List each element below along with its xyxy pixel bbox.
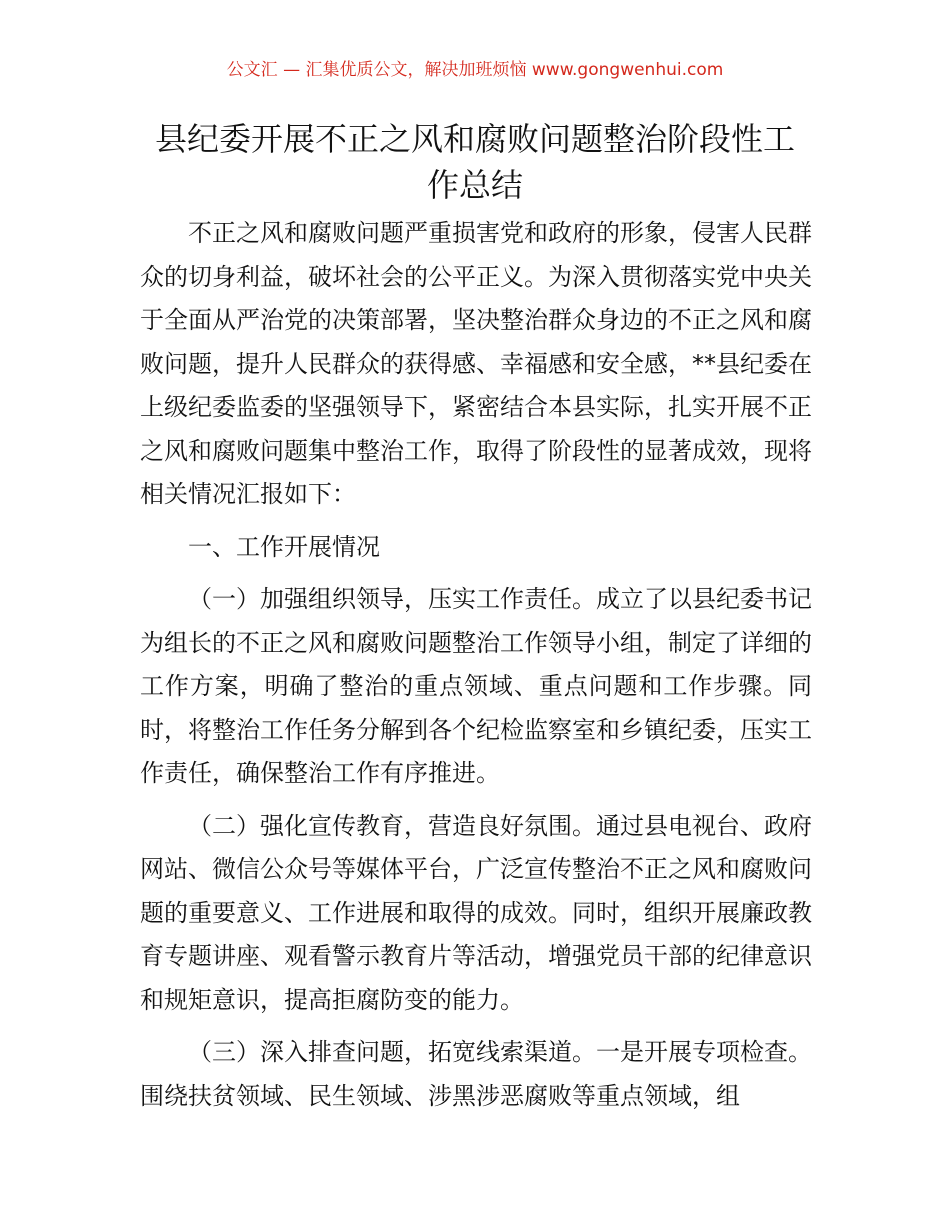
document-title-line-2: 作总结	[426, 166, 523, 204]
section-heading-work-progress: 一、工作开展情况	[188, 532, 380, 561]
document-title-line-1: 县纪委开展不正之风和腐败问题整治阶段性工	[154, 120, 795, 158]
document-body	[140, 212, 812, 1127]
subsection-paragraph-2: （二）强化宣传教育，营造良好氛围。通过县电视台、政府网站、微信公众号等媒体平台，广泛宣传整治不正之风和腐败问题的重要意义、工作进展和取得的成效。同时，组织开展廉政教育专题讲座、观看警示教育片等活动，增强党员干部的纪律意识和规矩意识，提高拒腐防变的能力。	[140, 811, 812, 1014]
document-title	[0, 116, 950, 208]
subsection-paragraph-3: （三）深入排查问题，拓宽线索渠道。一是开展专项检查。围绕扶贫领域、民生领域、涉黑涉恶腐败等重点领域，组	[140, 1038, 812, 1110]
subsection-paragraph-1: （一）加强组织领导，压实工作责任。成立了以县纪委书记为组长的不正之风和腐败问题整治工作领导小组，制定了详细的工作方案，明确了整治的重点领域、重点问题和工作步骤。同时，将整治工作任务分解到各个纪检监察室和乡镇纪委，压实工作责任，确保整治工作有序推进。	[140, 585, 812, 787]
site-header-banner: 公文汇 — 汇集优质公文，解决加班烦恼 www.gongwenhui.com	[226, 60, 724, 80]
intro-paragraph: 不正之风和腐败问题严重损害党和政府的形象，侵害人民群众的切身利益，破坏社会的公平正义。为深入贯彻落实党中央关于全面从严治党的决策部署，坚决整治群众身边的不正之风和腐败问题，提升人民群众的获得感、幸福感和安全感，**县纪委在上级纪委监委的坚强领导下，紧密结合本县实际，扎实开展不正之风和腐败问题集中整治工作，取得了阶段性的显著成效，现将相关情况汇报如下：	[140, 219, 812, 508]
